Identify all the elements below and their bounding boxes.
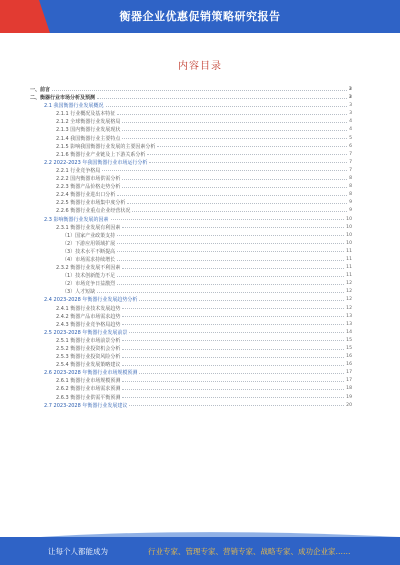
toc-entry-text: 2.5.3 衡器行业投资风险分析	[56, 354, 121, 361]
toc-entry[interactable]	[30, 272, 352, 280]
toc-entry[interactable]	[30, 207, 352, 215]
toc-entry[interactable]	[30, 183, 352, 191]
toc-entry[interactable]	[30, 102, 352, 110]
toc-entry[interactable]	[30, 337, 352, 345]
toc-entry[interactable]	[30, 264, 352, 272]
toc-entry-text: 2.1 我国衡器行业发展概况	[44, 103, 104, 110]
toc-entry[interactable]	[30, 167, 352, 175]
toc-page-number: 15	[346, 337, 352, 343]
toc-entry-text: （3）人才短缺	[62, 289, 96, 296]
toc-entry-text: 2.2.5 衡器行业市场集中度分析	[56, 200, 126, 207]
toc-entry[interactable]	[30, 402, 352, 410]
toc-entry[interactable]	[30, 110, 352, 118]
toc-entry-text: 2.6.2 衡器行业市场需求预测	[56, 386, 121, 393]
toc-entry-text: 2.3.1 衡器行业发展有利因素	[56, 224, 121, 231]
toc-leader-dots	[127, 203, 347, 204]
toc-entry-text: 2.2.6 衡器行业重点企业经营状况	[56, 208, 131, 215]
toc-entry[interactable]	[30, 175, 352, 183]
toc-entry[interactable]	[30, 321, 352, 329]
toc-entry-text: 2.6.3 衡器行业供需平衡预测	[56, 394, 121, 401]
toc-page-number: 8	[349, 176, 352, 182]
toc-entry[interactable]	[30, 329, 352, 337]
toc-entry[interactable]	[30, 296, 352, 304]
toc-entry[interactable]	[30, 143, 352, 151]
toc-page-number: 20	[346, 402, 352, 408]
toc-page-number: 11	[346, 273, 352, 279]
toc-leader-dots	[122, 357, 344, 358]
toc-entry[interactable]	[30, 385, 352, 393]
toc-leader-dots	[129, 332, 344, 333]
toc-leader-dots	[106, 106, 348, 107]
toc-leader-dots	[122, 349, 344, 350]
toc-entry[interactable]	[30, 369, 352, 377]
toc-leader-dots	[157, 146, 347, 147]
toc-leader-dots	[102, 170, 347, 171]
toc-leader-dots	[122, 130, 347, 131]
toc-entry-text: （1）国家产业政策支持	[62, 232, 116, 239]
toc-leader-dots	[111, 219, 345, 220]
toc-leader-dots	[122, 365, 344, 366]
report-title: 衡器企业优惠促销策略研究报告	[119, 10, 281, 23]
toc-leader-dots	[117, 260, 344, 261]
toc-leader-dots	[122, 381, 344, 382]
toc-leader-dots	[122, 138, 347, 139]
toc-entry[interactable]	[30, 353, 352, 361]
toc-entry[interactable]	[30, 216, 352, 224]
toc-entry[interactable]	[30, 256, 352, 264]
toc-page-number: 7	[349, 151, 352, 157]
toc-page-number: 7	[349, 167, 352, 173]
toc-leader-dots	[122, 187, 347, 188]
toc-page-number: 5	[349, 135, 352, 141]
toc-entry-text: （3）技术水平不断提高	[62, 248, 116, 255]
toc-entry-text: 2.7 2023-2028 年衡器行业发展建议	[44, 402, 128, 409]
toc-leader-dots	[117, 276, 344, 277]
report-header	[0, 0, 400, 33]
toc-page-number: 3	[349, 111, 352, 117]
toc-entry[interactable]	[30, 305, 352, 313]
toc-entry-text: 2.1.1 行业概况及基本特征	[56, 111, 116, 118]
toc-page-number: 11	[346, 265, 352, 271]
toc-leader-dots	[122, 389, 344, 390]
toc-entry[interactable]	[30, 248, 352, 256]
toc-heading: 内容目录	[178, 61, 222, 72]
toc-entry-text: 2.2.1 行业竞争格局	[56, 167, 101, 174]
toc-entry-text: 一、前言	[30, 87, 51, 93]
toc-leader-dots	[122, 324, 344, 325]
toc-leader-dots	[129, 405, 344, 406]
toc-leader-dots	[122, 340, 344, 341]
toc-entry-text: 2.2 2022-2023 年我国衡器行业市场运行分析	[44, 159, 148, 166]
footer-slogan: 让每个人都能成为	[48, 547, 108, 556]
toc-entry-text: 2.4.3 衡器行业竞争格局趋势	[56, 321, 121, 328]
footer-expert-list: 行业专家、管理专家、营销专家、战略专家、成功企业家……	[148, 547, 351, 556]
toc-entry-text: 2.5.1 衡器行业市场前景分析	[56, 337, 121, 344]
toc-page-number: 4	[349, 119, 352, 125]
toc-entry[interactable]	[30, 118, 352, 126]
toc-leader-dots	[122, 316, 344, 317]
toc-page-number: 9	[349, 208, 352, 214]
toc-page-number: 18	[346, 386, 352, 392]
toc-leader-dots	[147, 154, 347, 155]
toc-entry-text: 2.1.4 我国衡器行业主要特点	[56, 135, 121, 142]
toc-entry[interactable]	[30, 361, 352, 369]
toc-entry-text: 2.6.1 衡器行业市场规模预测	[56, 378, 121, 385]
toc-leader-dots	[52, 90, 347, 91]
toc-leader-dots	[122, 397, 344, 398]
table-of-contents	[30, 86, 352, 410]
toc-page-number: 12	[346, 305, 352, 311]
toc-page-number: 17	[346, 370, 352, 376]
toc-leader-dots	[122, 179, 347, 180]
toc-entry-text: 2.5.4 衡器行业发展策略建议	[56, 362, 121, 369]
toc-entry-text: 2.1.2 全球衡器行业发展格局	[56, 119, 121, 126]
toc-page-number: 17	[346, 378, 352, 384]
toc-leader-dots	[97, 292, 344, 293]
toc-entry-text: 2.3.2 衡器行业发展不利因素	[56, 265, 121, 272]
toc-leader-dots	[149, 162, 347, 163]
toc-leader-dots	[139, 373, 344, 374]
report-footer	[0, 537, 400, 565]
toc-entry-text: 2.2.2 国内衡器市场供需分析	[56, 176, 121, 183]
toc-page-number: 15	[346, 346, 352, 351]
toc-entry[interactable]	[30, 126, 352, 134]
toc-leader-dots	[139, 300, 344, 301]
toc-entry-text: 2.4 2023-2028 年衡器行业发展趋势分析	[44, 297, 138, 304]
toc-entry[interactable]	[30, 288, 352, 296]
toc-entry[interactable]	[30, 224, 352, 232]
toc-leader-dots	[117, 284, 344, 285]
toc-leader-dots	[117, 114, 347, 115]
toc-page-number: 12	[346, 297, 352, 303]
toc-entry[interactable]	[30, 313, 352, 321]
toc-entry[interactable]	[30, 159, 352, 167]
toc-entry[interactable]	[30, 280, 352, 288]
toc-leader-dots	[117, 243, 344, 244]
toc-entry[interactable]	[30, 191, 352, 199]
toc-page-number: 14	[346, 329, 352, 335]
toc-entry-text: （2）市场竞争日益激烈	[62, 281, 116, 288]
toc-leader-dots	[117, 195, 347, 196]
toc-entry[interactable]	[30, 394, 352, 402]
toc-page-number: 3	[348, 95, 352, 101]
toc-entry-text: 2.6 2023-2028 年衡器行业市场规模预测	[44, 370, 138, 377]
toc-entry-text: 二、衡器行业市场分析及预测	[30, 95, 96, 102]
toc-page-number: 10	[346, 224, 352, 230]
toc-page-number: 16	[346, 362, 352, 368]
toc-entry[interactable]	[30, 86, 352, 94]
toc-leader-dots	[122, 122, 347, 123]
toc-page-number: 13	[346, 313, 352, 319]
toc-entry-text: （4）市场需求持续增长	[62, 256, 116, 263]
toc-entry[interactable]	[30, 240, 352, 248]
toc-page-number: 8	[349, 184, 352, 190]
toc-entry-text: 2.3 影响衡器行业发展的因素	[44, 216, 109, 223]
toc-leader-dots	[122, 268, 344, 269]
toc-entry-text: 2.5 2023-2028 年衡器行业发展前景	[44, 329, 128, 336]
toc-page-number: 9	[349, 200, 352, 206]
toc-page-number: 13	[346, 321, 352, 327]
toc-entry-text: （2）下游应用领域扩展	[62, 240, 116, 247]
toc-entry[interactable]	[30, 94, 352, 102]
toc-leader-dots	[117, 251, 344, 252]
toc-page-number: 8	[349, 192, 352, 198]
toc-entry-text: 2.1.3 国内衡器行业发展现状	[56, 127, 121, 134]
toc-page-number: 12	[346, 289, 352, 295]
toc-leader-dots	[122, 308, 344, 309]
toc-entry[interactable]	[30, 199, 352, 207]
toc-page-number: 6	[349, 143, 352, 149]
toc-entry[interactable]	[30, 345, 352, 353]
toc-page-number: 16	[346, 354, 352, 360]
toc-entry[interactable]	[30, 232, 352, 240]
toc-page-number: 7	[349, 159, 352, 165]
toc-entry-text: 2.4.1 衡器行业技术发展趋势	[56, 305, 121, 312]
toc-entry-text: （1）技术创新能力不足	[62, 273, 116, 280]
toc-entry-text: 2.4.2 衡器产品市场需求趋势	[56, 313, 121, 320]
toc-entry[interactable]	[30, 151, 352, 159]
toc-leader-dots	[117, 235, 344, 236]
toc-entry[interactable]	[30, 377, 352, 385]
toc-entry-text: 2.2.3 衡器产品价格走势分析	[56, 184, 121, 191]
toc-page-number: 11	[346, 256, 352, 262]
toc-entry-text: 2.2.4 衡器行业进出口分析	[56, 192, 116, 199]
toc-leader-dots	[132, 211, 347, 212]
toc-leader-dots	[122, 227, 344, 228]
toc-entry-text: 2.1.6 衡器行业产业链及上下游关系分析	[56, 151, 146, 158]
toc-page-number: 10	[346, 240, 352, 246]
toc-entry-text: 2.1.5 影响我国衡器行业发展的主要因素分析	[56, 143, 156, 150]
toc-page-number: 10	[346, 216, 352, 222]
toc-page-number: 4	[349, 127, 352, 133]
toc-entry[interactable]	[30, 135, 352, 143]
toc-page-number: 19	[346, 394, 352, 400]
toc-page-number: 10	[346, 232, 352, 238]
toc-entry-text: 2.5.2 衡器行业投资机会分析	[56, 346, 121, 352]
toc-leader-dots	[97, 98, 347, 99]
toc-page-number: 11	[346, 248, 352, 254]
toc-page-number: 12	[346, 281, 352, 287]
toc-page-number: 3	[349, 103, 352, 109]
toc-page-number: 3	[348, 87, 352, 92]
